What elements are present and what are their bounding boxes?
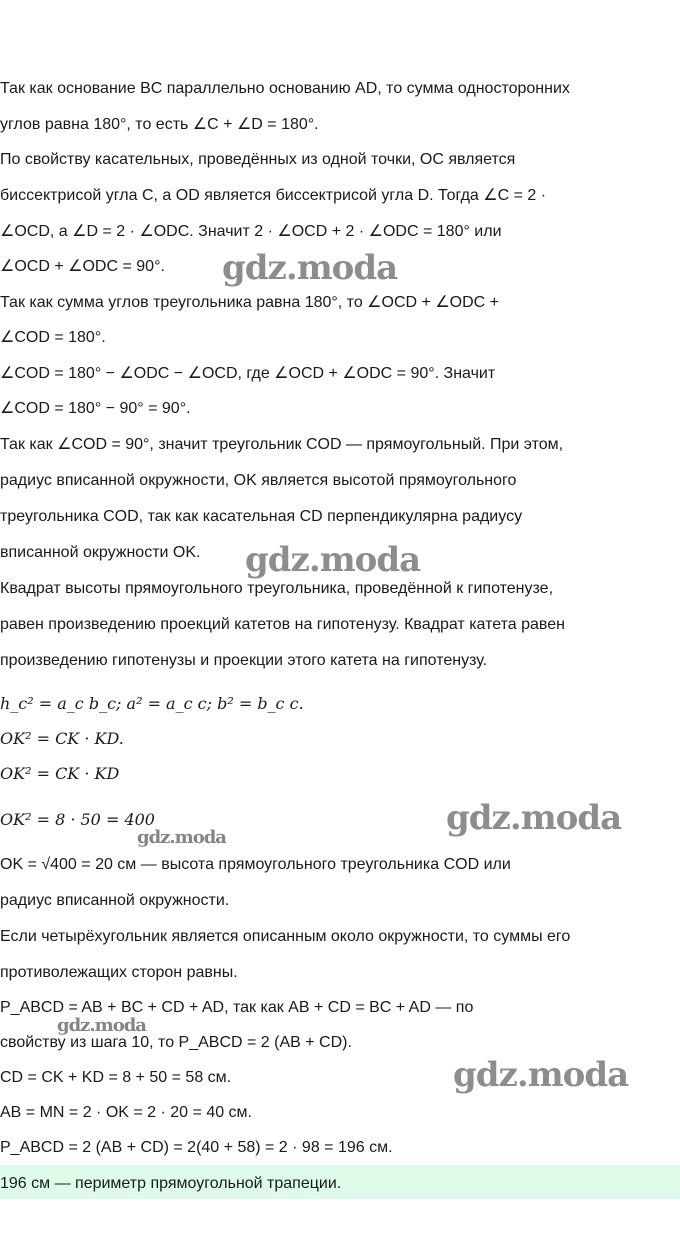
- formula-line: OK² = 8 · 50 = 400: [0, 810, 155, 829]
- answer-line: 196 см — периметр прямоугольной трапеции.: [0, 1175, 342, 1192]
- text-line: треугольника COD, так как касательная CD перпендикулярна радиусу: [0, 508, 523, 525]
- text-line: противолежащих сторон равны.: [0, 964, 238, 981]
- watermark: gdz.moda: [453, 1055, 629, 1095]
- watermark: gdz.moda: [446, 798, 622, 838]
- watermark: gdz.moda: [57, 1015, 146, 1036]
- text-line: равен произведению проекций катетов на гипотенузу. Квадрат катета равен: [0, 616, 565, 633]
- text-line: Так как основание BC параллельно основанию AD, то сумма односторонних: [0, 80, 570, 97]
- text-line: Так как ∠COD = 90°, значит треугольник COD — прямоугольный. При этом,: [0, 436, 564, 453]
- text-line: вписанной окружности OK.: [0, 544, 201, 561]
- text-line: свойству из шага 10, то P_ABCD = 2 (AB + CD).: [0, 1034, 352, 1051]
- text-line: Если четырёхугольник является описанным около окружности, то суммы его: [0, 928, 571, 945]
- text-line: произведению гипотенузы и проекции этого катета на гипотенузу.: [0, 652, 488, 669]
- text-line: Так как сумма углов треугольника равна 180°, то ∠OCD + ∠ODC +: [0, 294, 499, 311]
- text-line: Квадрат высоты прямоугольного треугольника, проведённой к гипотенузе,: [0, 580, 554, 597]
- formula-line: h_c² = a_c b_c; a² = a_c c; b² = b_c c.: [0, 694, 304, 713]
- text-line: ∠COD = 180° − ∠ODC − ∠OCD, где ∠OCD + ∠ODC = 90°. Значит: [0, 365, 496, 382]
- text-line: радиус вписанной окружности, OK является высотой прямоугольного: [0, 472, 517, 489]
- text-line: ∠COD = 180°.: [0, 329, 106, 346]
- text-line: По свойству касательных, проведённых из одной точки, OC является: [0, 151, 516, 168]
- text-line: CD = CK + KD = 8 + 50 = 58 см.: [0, 1069, 232, 1086]
- text-line: AB = MN = 2 · OK = 2 · 20 = 40 см.: [0, 1104, 252, 1121]
- watermark: gdz.moda: [137, 827, 226, 848]
- text-line: биссектрисой угла C, а OD является биссектрисой угла D. Тогда ∠C = 2 ·: [0, 187, 547, 204]
- text-line: P_ABCD = AB + BC + CD + AD, так как AB + CD = BC + AD — по: [0, 999, 474, 1016]
- text-line: ∠OCD, а ∠D = 2 · ∠ODC. Значит 2 · ∠OCD + 2 · ∠ODC = 180° или: [0, 223, 502, 240]
- text-line: ∠OCD + ∠ODC = 90°.: [0, 258, 165, 275]
- text-line: углов равна 180°, то есть ∠C + ∠D = 180°.: [0, 116, 319, 133]
- text-line: OK = √400 = 20 см — высота прямоугольного треугольника COD или: [0, 856, 511, 873]
- formula-line: OK² = CK · KD: [0, 764, 120, 783]
- text-line: P_ABCD = 2 (AB + CD) = 2(40 + 58) = 2 · 98 = 196 см.: [0, 1139, 393, 1156]
- watermark: gdz.moda: [222, 248, 398, 288]
- text-line: ∠COD = 180° − 90° = 90°.: [0, 400, 191, 417]
- watermark: gdz.moda: [245, 540, 421, 580]
- formula-line: OK² = CK · KD.: [0, 729, 124, 748]
- text-line: радиус вписанной окружности.: [0, 892, 230, 909]
